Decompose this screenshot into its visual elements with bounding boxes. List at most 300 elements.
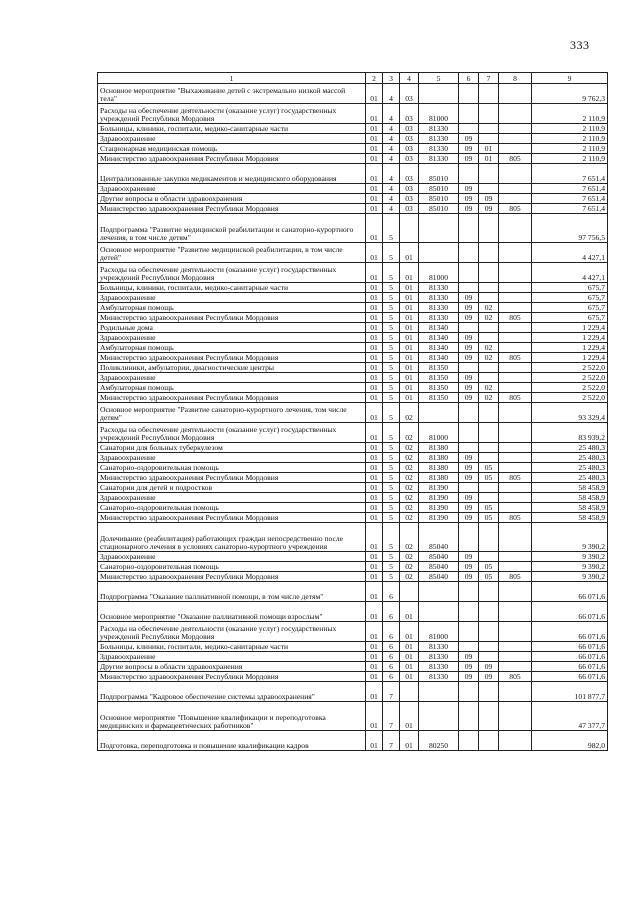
subsection-code — [479, 243, 499, 263]
direction-code: 85040 — [419, 523, 459, 552]
ministry-code: 805 — [499, 513, 532, 523]
section-code — [459, 403, 479, 423]
row-name: Министерство здравоохранения Республики Мордовия — [98, 513, 366, 523]
row-name: Амбулаторная помощь — [98, 343, 366, 353]
amount: 2 522,0 — [532, 363, 608, 373]
activity-code: 01 — [400, 263, 419, 283]
activity-code: 01 — [400, 313, 419, 323]
program-code: 01 — [366, 313, 383, 323]
subsection-code — [479, 702, 499, 731]
subprogram-code: 5 — [383, 483, 400, 493]
ministry-code: 805 — [499, 393, 532, 403]
activity-code — [400, 214, 419, 243]
ministry-code — [499, 503, 532, 513]
subsection-code — [479, 184, 499, 194]
col-header-ministry: 8 — [499, 73, 532, 84]
subsection-code: 02 — [479, 343, 499, 353]
direction-code — [419, 403, 459, 423]
activity-code: 01 — [400, 731, 419, 751]
row-name: Министерство здравоохранения Республики Мордовия — [98, 204, 366, 214]
direction-code: 81350 — [419, 363, 459, 373]
ministry-code — [499, 622, 532, 642]
program-code: 01 — [366, 513, 383, 523]
row-name: Основное мероприятие "Оказание паллиативной помощи взрослым" — [98, 602, 366, 622]
section-code — [459, 702, 479, 731]
direction-code: 81340 — [419, 333, 459, 343]
ministry-code: 805 — [499, 204, 532, 214]
section-code — [459, 602, 479, 622]
table-row — [98, 164, 608, 184]
section-code — [459, 443, 479, 453]
ministry-code — [499, 363, 532, 373]
subsection-code — [479, 602, 499, 622]
ministry-code — [499, 283, 532, 293]
program-code: 01 — [366, 463, 383, 473]
activity-code: 02 — [400, 572, 419, 582]
subprogram-code: 6 — [383, 582, 400, 602]
row-name: Долечивание (реабилитация) работающих граждан непосредственно после стационарного лечения в условиях санаторно-курортного учреждения — [98, 523, 366, 552]
direction-code: 81340 — [419, 323, 459, 333]
direction-code: 85010 — [419, 184, 459, 194]
amount: 66 071,6 — [532, 672, 608, 682]
table-row — [98, 313, 608, 323]
section-code: 09 — [459, 453, 479, 463]
table-row — [98, 184, 608, 194]
direction-code: 81350 — [419, 373, 459, 383]
ministry-code — [499, 702, 532, 731]
subprogram-code: 5 — [383, 453, 400, 463]
program-code: 01 — [366, 473, 383, 483]
program-code: 01 — [366, 393, 383, 403]
subsection-code — [479, 493, 499, 503]
amount: 7 651,4 — [532, 184, 608, 194]
table-row — [98, 622, 608, 642]
program-code: 01 — [366, 572, 383, 582]
table-row — [98, 523, 608, 552]
program-code: 01 — [366, 323, 383, 333]
table-row — [98, 283, 608, 293]
ministry-code: 805 — [499, 353, 532, 363]
table-row — [98, 731, 608, 751]
table-row — [98, 453, 608, 463]
activity-code: 01 — [400, 672, 419, 682]
subprogram-code: 5 — [383, 373, 400, 383]
row-name: Подпрограмма "Развитие медицинской реабилитации и санаторно-курортного лечения, в том числе детям" — [98, 214, 366, 243]
row-name: Здравоохранение — [98, 652, 366, 662]
row-name: Министерство здравоохранения Республики Мордовия — [98, 393, 366, 403]
program-code: 01 — [366, 134, 383, 144]
direction-code: 81380 — [419, 473, 459, 483]
subprogram-code: 5 — [383, 393, 400, 403]
subprogram-code: 5 — [383, 293, 400, 303]
section-code: 09 — [459, 353, 479, 363]
ministry-code: 805 — [499, 154, 532, 164]
row-name: Расходы на обеспечение деятельности (оказание услуг) государственных учреждений Республики Мордовия — [98, 622, 366, 642]
col-header-activity: 4 — [400, 73, 419, 84]
ministry-code — [499, 263, 532, 283]
direction-code: 81390 — [419, 503, 459, 513]
amount: 2 110,9 — [532, 154, 608, 164]
table-row — [98, 572, 608, 582]
amount: 2 522,0 — [532, 393, 608, 403]
ministry-code — [499, 303, 532, 313]
subprogram-code: 6 — [383, 672, 400, 682]
amount: 58 458,9 — [532, 493, 608, 503]
subprogram-code: 4 — [383, 104, 400, 124]
activity-code: 03 — [400, 84, 419, 104]
amount: 25 480,3 — [532, 443, 608, 453]
ministry-code — [499, 552, 532, 562]
subsection-code — [479, 214, 499, 243]
table-row — [98, 443, 608, 453]
amount: 4 427,1 — [532, 263, 608, 283]
row-name: Больницы, клиники, госпитали, медико-санитарные части — [98, 642, 366, 652]
row-name: Больницы, клиники, госпитали, медико-санитарные части — [98, 124, 366, 134]
ministry-code — [499, 403, 532, 423]
activity-code: 03 — [400, 204, 419, 214]
ministry-code — [499, 144, 532, 154]
subprogram-code: 5 — [383, 513, 400, 523]
activity-code: 02 — [400, 403, 419, 423]
activity-code: 02 — [400, 562, 419, 572]
direction-code — [419, 702, 459, 731]
subsection-code — [479, 323, 499, 333]
ministry-code: 805 — [499, 572, 532, 582]
table-row — [98, 303, 608, 313]
activity-code: 01 — [400, 303, 419, 313]
activity-code: 01 — [400, 323, 419, 333]
direction-code: 81330 — [419, 144, 459, 154]
activity-code: 01 — [400, 333, 419, 343]
section-code: 09 — [459, 493, 479, 503]
subprogram-code: 5 — [383, 503, 400, 513]
table-row — [98, 403, 608, 423]
direction-code: 81330 — [419, 642, 459, 652]
direction-code: 81380 — [419, 443, 459, 453]
section-code — [459, 214, 479, 243]
subprogram-code: 5 — [383, 473, 400, 483]
subprogram-code: 4 — [383, 134, 400, 144]
row-name: Министерство здравоохранения Республики Мордовия — [98, 313, 366, 323]
ministry-code — [499, 323, 532, 333]
program-code: 01 — [366, 214, 383, 243]
activity-code: 03 — [400, 124, 419, 134]
direction-code: 81330 — [419, 124, 459, 134]
table-row — [98, 214, 608, 243]
subsection-code — [479, 523, 499, 552]
subsection-code: 05 — [479, 562, 499, 572]
subsection-code: 09 — [479, 204, 499, 214]
subprogram-code: 5 — [383, 323, 400, 333]
section-code: 09 — [459, 194, 479, 204]
amount: 58 458,9 — [532, 503, 608, 513]
col-header-program: 2 — [366, 73, 383, 84]
amount: 675,7 — [532, 313, 608, 323]
amount: 982,0 — [532, 731, 608, 751]
subsection-code: 09 — [479, 194, 499, 204]
ministry-code — [499, 453, 532, 463]
section-code — [459, 363, 479, 373]
subsection-code: 05 — [479, 503, 499, 513]
row-name: Министерство здравоохранения Республики Мордовия — [98, 473, 366, 483]
ministry-code — [499, 373, 532, 383]
program-code: 01 — [366, 383, 383, 393]
direction-code: 85010 — [419, 164, 459, 184]
section-code: 09 — [459, 672, 479, 682]
subprogram-code: 4 — [383, 204, 400, 214]
row-name: Расходы на обеспечение деятельности (оказание услуг) государственных учреждений Республики Мордовия — [98, 263, 366, 283]
amount: 66 071,6 — [532, 582, 608, 602]
activity-code: 01 — [400, 642, 419, 652]
subprogram-code: 5 — [383, 443, 400, 453]
subsection-code: 02 — [479, 313, 499, 323]
table-row — [98, 333, 608, 343]
row-name: Амбулаторная помощь — [98, 303, 366, 313]
activity-code: 01 — [400, 343, 419, 353]
subsection-code: 01 — [479, 144, 499, 154]
table-row — [98, 463, 608, 473]
subprogram-code: 7 — [383, 731, 400, 751]
activity-code: 01 — [400, 602, 419, 622]
program-code: 01 — [366, 363, 383, 373]
program-code: 01 — [366, 243, 383, 263]
amount: 2 522,0 — [532, 383, 608, 393]
table-row — [98, 263, 608, 283]
ministry-code — [499, 243, 532, 263]
program-code: 01 — [366, 702, 383, 731]
table-row — [98, 602, 608, 622]
subprogram-code: 4 — [383, 194, 400, 204]
direction-code: 81390 — [419, 493, 459, 503]
table-row — [98, 562, 608, 572]
program-code: 01 — [366, 353, 383, 363]
subsection-code — [479, 403, 499, 423]
program-code: 01 — [366, 682, 383, 702]
amount: 25 480,3 — [532, 463, 608, 473]
activity-code: 01 — [400, 652, 419, 662]
table-row — [98, 493, 608, 503]
subprogram-code: 4 — [383, 84, 400, 104]
section-code — [459, 423, 479, 443]
direction-code: 81380 — [419, 463, 459, 473]
subprogram-code: 4 — [383, 124, 400, 134]
ministry-code — [499, 194, 532, 204]
program-code: 01 — [366, 263, 383, 283]
activity-code: 01 — [400, 702, 419, 731]
amount: 83 939,2 — [532, 423, 608, 443]
activity-code: 03 — [400, 104, 419, 124]
subprogram-code: 5 — [383, 303, 400, 313]
program-code: 01 — [366, 662, 383, 672]
program-code: 01 — [366, 204, 383, 214]
ministry-code — [499, 682, 532, 702]
direction-code: 81380 — [419, 453, 459, 463]
table-row — [98, 662, 608, 672]
amount: 4 427,1 — [532, 243, 608, 263]
section-code: 09 — [459, 572, 479, 582]
subsection-code: 02 — [479, 393, 499, 403]
direction-code: 81000 — [419, 622, 459, 642]
row-name: Здравоохранение — [98, 184, 366, 194]
subprogram-code: 5 — [383, 493, 400, 503]
budget-table — [97, 72, 608, 751]
activity-code: 03 — [400, 144, 419, 154]
amount: 58 458,9 — [532, 483, 608, 493]
program-code: 01 — [366, 642, 383, 652]
section-code — [459, 523, 479, 552]
activity-code: 03 — [400, 134, 419, 144]
subprogram-code: 5 — [383, 423, 400, 443]
table-row — [98, 672, 608, 682]
ministry-code — [499, 383, 532, 393]
subsection-code — [479, 293, 499, 303]
direction-code: 85010 — [419, 204, 459, 214]
activity-code: 01 — [400, 662, 419, 672]
ministry-code — [499, 443, 532, 453]
section-code: 09 — [459, 662, 479, 672]
row-name: Расходы на обеспечение деятельности (оказание услуг) государственных учреждений Республики Мордовия — [98, 423, 366, 443]
subprogram-code: 6 — [383, 652, 400, 662]
table-row — [98, 144, 608, 154]
program-code: 01 — [366, 562, 383, 572]
col-header-amount: 9 — [532, 73, 608, 84]
table-row — [98, 293, 608, 303]
row-name: Основное мероприятие "Повышение квалификации и переподготовка медицинских и фармацевтических работников" — [98, 702, 366, 731]
amount: 2 110,9 — [532, 134, 608, 144]
subprogram-code: 5 — [383, 552, 400, 562]
section-code: 09 — [459, 154, 479, 164]
section-code: 09 — [459, 503, 479, 513]
ministry-code: 805 — [499, 313, 532, 323]
direction-code: 81330 — [419, 283, 459, 293]
program-code: 01 — [366, 423, 383, 443]
activity-code: 02 — [400, 483, 419, 493]
direction-code: 81350 — [419, 393, 459, 403]
table-header-row — [98, 73, 608, 84]
section-code — [459, 104, 479, 124]
program-code: 01 — [366, 403, 383, 423]
program-code: 01 — [366, 652, 383, 662]
ministry-code — [499, 333, 532, 343]
program-code: 01 — [366, 124, 383, 134]
amount: 675,7 — [532, 303, 608, 313]
amount: 58 458,9 — [532, 513, 608, 523]
subprogram-code: 6 — [383, 642, 400, 652]
section-code: 09 — [459, 383, 479, 393]
activity-code: 03 — [400, 164, 419, 184]
direction-code: 81340 — [419, 343, 459, 353]
ministry-code — [499, 731, 532, 751]
table-row — [98, 483, 608, 493]
ministry-code — [499, 343, 532, 353]
section-code — [459, 84, 479, 104]
subprogram-code: 7 — [383, 702, 400, 731]
row-name: Больницы, клиники, госпитали, медико-санитарные части — [98, 283, 366, 293]
table-row — [98, 642, 608, 652]
section-code: 09 — [459, 134, 479, 144]
subsection-code — [479, 423, 499, 443]
row-name: Амбулаторная помощь — [98, 383, 366, 393]
subprogram-code: 5 — [383, 572, 400, 582]
row-name: Здравоохранение — [98, 134, 366, 144]
program-code: 01 — [366, 552, 383, 562]
subprogram-code: 5 — [383, 343, 400, 353]
amount: 675,7 — [532, 293, 608, 303]
amount: 1 229,4 — [532, 323, 608, 333]
amount: 9 390,2 — [532, 572, 608, 582]
activity-code: 02 — [400, 473, 419, 483]
ministry-code — [499, 184, 532, 194]
section-code: 09 — [459, 144, 479, 154]
direction-code: 81330 — [419, 313, 459, 323]
direction-code: 81340 — [419, 353, 459, 363]
ministry-code — [499, 214, 532, 243]
activity-code — [400, 582, 419, 602]
row-name: Министерство здравоохранения Республики Мордовия — [98, 353, 366, 363]
subsection-code — [479, 84, 499, 104]
ministry-code — [499, 134, 532, 144]
subprogram-code: 5 — [383, 463, 400, 473]
section-code: 09 — [459, 303, 479, 313]
direction-code — [419, 243, 459, 263]
program-code: 01 — [366, 154, 383, 164]
program-code: 01 — [366, 731, 383, 751]
amount: 2 110,9 — [532, 124, 608, 134]
table-row — [98, 323, 608, 333]
subsection-code: 02 — [479, 353, 499, 363]
table-row — [98, 134, 608, 144]
direction-code: 81330 — [419, 652, 459, 662]
program-code: 01 — [366, 184, 383, 194]
program-code: 01 — [366, 453, 383, 463]
row-name: Здравоохранение — [98, 373, 366, 383]
amount: 66 071,6 — [532, 642, 608, 652]
row-name: Санатории для больных туберкулезом — [98, 443, 366, 453]
program-code: 01 — [366, 523, 383, 552]
subsection-code — [479, 443, 499, 453]
program-code: 01 — [366, 483, 383, 493]
table-row — [98, 84, 608, 104]
subprogram-code: 5 — [383, 283, 400, 293]
activity-code: 01 — [400, 393, 419, 403]
activity-code: 02 — [400, 453, 419, 463]
amount: 97 756,5 — [532, 214, 608, 243]
subsection-code — [479, 124, 499, 134]
section-code — [459, 642, 479, 652]
subsection-code — [479, 453, 499, 463]
subsection-code — [479, 373, 499, 383]
activity-code: 02 — [400, 503, 419, 513]
amount: 9 762,3 — [532, 84, 608, 104]
ministry-code — [499, 293, 532, 303]
row-name: Здравоохранение — [98, 453, 366, 463]
row-name: Министерство здравоохранения Республики Мордовия — [98, 572, 366, 582]
subprogram-code: 5 — [383, 363, 400, 373]
section-code: 09 — [459, 293, 479, 303]
table-row — [98, 552, 608, 562]
row-name: Стационарная медицинская помощь — [98, 144, 366, 154]
subsection-code — [479, 642, 499, 652]
table-row — [98, 373, 608, 383]
row-name: Министерство здравоохранения Республики Мордовия — [98, 154, 366, 164]
row-name: Основное мероприятие "Выхаживание детей с экстремально низкой массой тела" — [98, 84, 366, 104]
section-code — [459, 283, 479, 293]
subsection-code — [479, 363, 499, 373]
section-code: 09 — [459, 652, 479, 662]
subprogram-code: 5 — [383, 562, 400, 572]
table-row — [98, 343, 608, 353]
row-name: Родильные дома — [98, 323, 366, 333]
